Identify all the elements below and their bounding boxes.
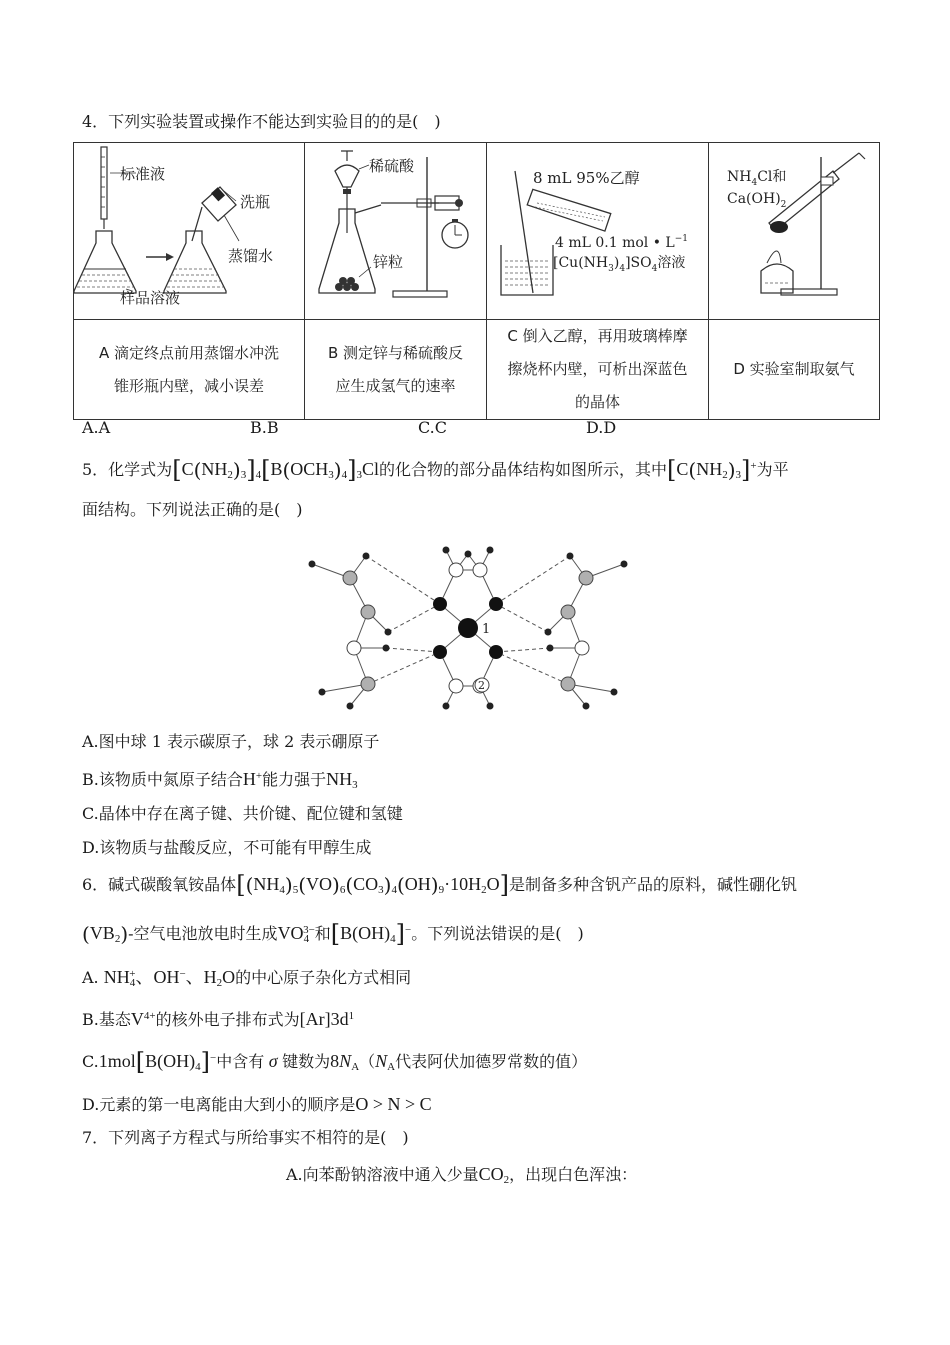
q6-option-d-pre: D.元素的第一电离能由大到小的顺序是 <box>82 1095 356 1114</box>
q7-option-a-co2: $CO_2$ <box>478 1164 510 1186</box>
q4-answer-c: C.C <box>418 418 447 437</box>
caption-c <box>487 320 709 420</box>
apparatus-c-label-complex-solution: $[Cu(NH_3)_4]SO_4$溶液 <box>553 255 686 274</box>
q5-option-b <box>82 764 358 797</box>
q6-crystal-formula: $[(NH_4)_5(VO)_6(CO_3)_4(OH)_9\cdot 10H_2O]$ <box>236 871 509 899</box>
apparatus-d-label-ammonium-chloride: $NH_4Cl$和 <box>727 169 787 188</box>
q4-answer-d: D.D <box>586 418 617 437</box>
caption-b-line2: 应生成氢气的速率 <box>335 376 456 395</box>
q6-option-c-pre: C. <box>82 1052 99 1071</box>
q6-option-c-mid2: 键数为 <box>282 1052 331 1071</box>
q6-stem-line2-mid: -空气电池放电时生成 <box>128 924 278 943</box>
q5-crystal-structure-figure <box>296 536 640 716</box>
q6-option-a-pre: A. <box>82 968 104 987</box>
q7-option-a-pre: A.向苯酚钠溶液中通入少量 <box>286 1165 479 1184</box>
apparatus-c-label-concentration: 4 mL 0.1 mol • $L^{-1}$ <box>555 234 689 251</box>
q6-option-a-end: 的中心原子杂化方式相同 <box>235 968 412 987</box>
apparatus-b-cell <box>305 143 487 320</box>
q5-option-b-pre: B.该物质中氮原子结合 <box>82 770 243 789</box>
caption-a-line1: A 滴定终点前用蒸馏水冲洗 <box>98 343 280 362</box>
caption-a <box>74 320 305 420</box>
q4-answer-b: B.B <box>250 418 279 437</box>
q5-option-c: C.晶体中存在离子键、共价键、配位键和氢键 <box>82 804 403 823</box>
apparatus-a-cell <box>74 143 305 320</box>
q7-option-a-end: ，出现白色浑浊： <box>509 1165 638 1184</box>
q6-option-c-mid: 中含有 <box>216 1052 265 1071</box>
q6-option-c-formula: $1mol[B(OH)_4]^-$ <box>98 1048 217 1076</box>
apparatus-c-cell <box>487 143 709 320</box>
q6-stem-pre: 6．碱式碳酸氧铵晶体 <box>82 875 237 894</box>
q5-stem-pre: 5．化学式为 <box>82 460 173 479</box>
q6-option-b-config: $[Ar]3d^1$ <box>299 1009 355 1029</box>
apparatus-a-label-distilled-water: 蒸馏水 <box>228 247 274 265</box>
q6-vanadate-formula: $VO_4^{3-}$ <box>277 923 315 945</box>
q6-option-c-paren: （ <box>359 1052 376 1071</box>
q5-option-a: A.图中球 1 表示碳原子，球 2 表示硼原子 <box>82 732 380 751</box>
q6-borate-formula: $[B(OH)_4]^-$ <box>330 920 412 948</box>
q6-option-d-order: O > N > C <box>355 1094 432 1114</box>
q5-stem-line2: 面结构。下列说法正确的是( ) <box>82 500 303 519</box>
q6-option-a-species: $NH_4^+$、OH−、$H_2O$ <box>103 967 236 989</box>
apparatus-b-label-zinc-granules: 锌粒 <box>373 253 404 271</box>
titration-apparatus-figure <box>74 143 304 319</box>
caption-b <box>305 320 487 420</box>
q5-formula: $[C(NH_2)_3]_4[B(OCH_3)_4]_3Cl$ <box>172 456 379 484</box>
apparatus-a-label-sample-solution: 样品溶液 <box>120 289 181 307</box>
q4-stem: 4．下列实验装置或操作不能达到实验目的的是( ) <box>82 112 441 131</box>
q5-option-b-proton: H+ <box>242 769 263 789</box>
caption-d-line1: D 实验室制取氨气 <box>733 360 855 378</box>
q5-option-b-ammonia: $NH_3$ <box>326 769 358 791</box>
apparatus-a-label-standard-solution: 标准液 <box>120 165 166 183</box>
caption-a-line2: 锥形瓶内壁，减小误差 <box>113 376 264 395</box>
caption-b-line1: B 测定锌与稀硫酸反 <box>327 343 464 362</box>
q6-option-c <box>82 1046 587 1079</box>
caption-c-line1: C 倒入乙醇，再用玻璃棒摩 <box>507 327 688 345</box>
ammonia-preparation-apparatus-figure <box>709 143 879 319</box>
q5-stem-end: 为平 <box>756 460 789 479</box>
q7-stem: 7．下列离子方程式与所给事实不相符的是( ) <box>82 1128 409 1147</box>
ball-1-label: 1 <box>482 622 491 637</box>
q6-option-b-mid: 的核外电子排布式为 <box>155 1010 300 1029</box>
crystal-precipitation-apparatus-figure <box>487 143 708 319</box>
q5-cation-formula: $[C(NH_2)_3]^+$ <box>667 456 757 484</box>
ball-2-label: 2 <box>478 679 485 692</box>
q6-vb2-formula: $(VB_2)$ <box>82 922 129 946</box>
apparatus-d-cell <box>709 143 880 320</box>
caption-c-line3: 的晶体 <box>574 393 620 411</box>
q6-stem-line1 <box>82 872 797 902</box>
caption-d <box>709 320 880 420</box>
q6-option-a <box>82 962 411 995</box>
q6-option-c-count: $8N_A$ <box>330 1051 360 1073</box>
q4-answer-a: A.A <box>82 418 111 437</box>
q5-option-d: D.该物质与盐酸反应，不可能有甲醇生成 <box>82 838 372 857</box>
q6-option-b <box>82 1004 354 1032</box>
q6-stem-line2-end: 。下列说法错误的是( ) <box>411 924 584 943</box>
apparatus-a-label-wash-bottle: 洗瓶 <box>240 193 271 211</box>
q5-option-b-mid: 能力强于 <box>262 770 327 789</box>
apparatus-d-label-calcium-hydroxide: $Ca(OH)_2$ <box>727 191 787 210</box>
q6-option-c-end: 代表阿伏加德罗常数的值） <box>395 1052 588 1071</box>
q5-stem-line1 <box>82 454 789 487</box>
q6-option-c-na: $N_A$ <box>375 1051 396 1073</box>
q6-option-b-ion: $V^{4+}$ <box>130 1009 156 1029</box>
zinc-acid-rate-apparatus-figure <box>305 143 486 319</box>
q4-apparatus-table <box>73 142 880 420</box>
q6-option-c-sigma: σ <box>264 1051 283 1071</box>
q6-stem-mid: 是制备多种含钒产品的原料，碱性硼化钒 <box>508 875 797 894</box>
q7-option-a <box>286 1162 637 1192</box>
q5-stem-mid: 的化合物的部分晶体结构如图所示，其中 <box>379 460 668 479</box>
q6-option-d <box>82 1092 432 1117</box>
apparatus-c-label-ethanol: 8 mL 95%乙醇 <box>533 169 640 187</box>
apparatus-b-label-dilute-sulfuric-acid: 稀硫酸 <box>369 157 415 175</box>
q6-stem-line2-and: 和 <box>314 924 331 943</box>
caption-c-line2: 擦烧杯内壁，可析出深蓝色 <box>507 360 688 378</box>
q6-option-b-pre: B.基态 <box>82 1010 131 1029</box>
q6-stem-line2 <box>82 918 584 951</box>
